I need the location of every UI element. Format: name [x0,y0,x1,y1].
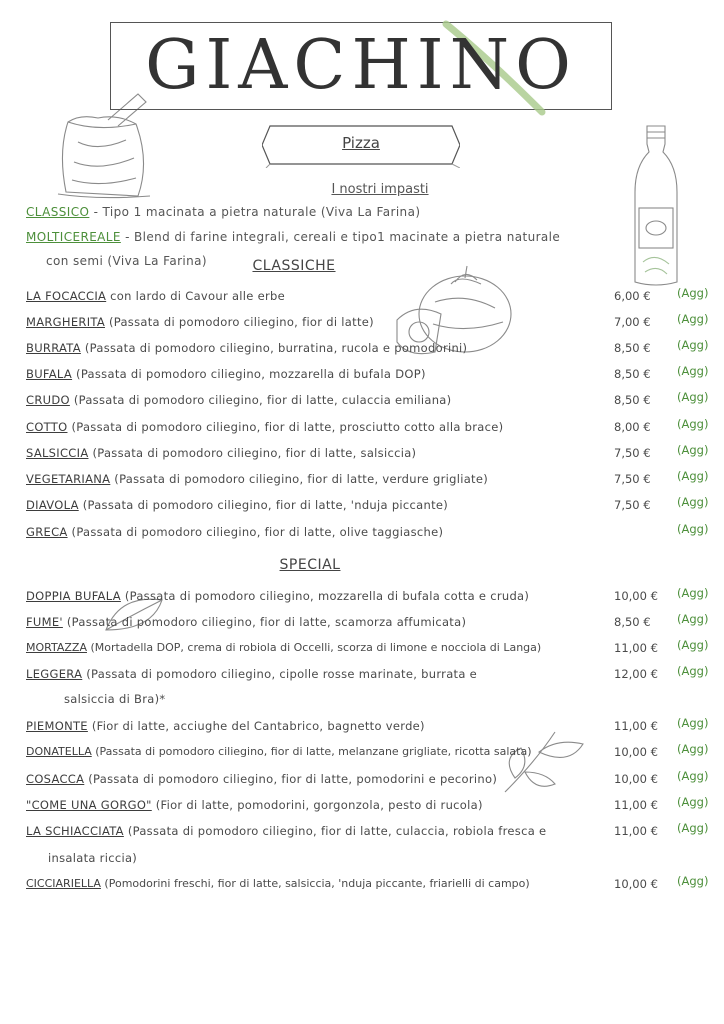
pizza-price: 11,00 € [614,641,658,655]
pizza-description: (Passata di pomodoro ciliegino, mozzarella di bufala cotta e cruda) [120,589,530,603]
pizza-description: (Fior di latte, acciughe del Cantabrico, bagnetto verde) [87,719,425,733]
pizza-price: 7,50 € [614,446,651,460]
allergen-note: (Agg) [677,586,709,600]
allergen-note: (Agg) [677,821,709,835]
pizza-name: COSACCA [26,772,85,786]
special-heading: SPECIAL [279,557,341,573]
pizza-name: DIAVOLA [26,498,79,512]
classiche-heading: CLASSICHE [252,258,336,274]
allergen-note: (Agg) [677,495,709,509]
pizza-description-continued: insalata riccia) [48,851,138,865]
pizza-description: (Passata di pomodoro ciliegino, fior di latte, culaccia emiliana) [69,393,452,407]
pizza-description: (Passata di pomodoro ciliegino, fior di latte, scamorza affumicata) [62,615,467,629]
brand-logo: GIACHINO [145,26,577,105]
pizza-description: (Fior di latte, pomodorini, gorgonzola, pesto di rucola) [151,798,483,812]
pizza-price: 7,50 € [614,498,651,512]
allergen-note: (Agg) [677,312,709,326]
pizza-description: con lardo di Cavour alle erbe [106,289,285,303]
allergen-note: (Agg) [677,795,709,809]
pizza-price: 10,00 € [614,772,658,786]
pizza-price: 11,00 € [614,719,658,733]
menu-item [26,821,716,868]
pizza-price: 10,00 € [614,877,658,891]
allergen-note: (Agg) [677,638,709,652]
pizza-name: CRUDO [26,393,70,407]
allergen-note: (Agg) [677,286,709,300]
pizza-price: 6,00 € [614,289,651,303]
section-title: Pizza [342,134,380,152]
dough-name: MOLTICEREALE [26,230,121,244]
pizza-price: 11,00 € [614,798,658,812]
allergen-note: (Agg) [677,443,709,457]
menu-item [26,586,716,611]
menu-item [26,286,716,311]
allergen-note: (Agg) [677,664,709,678]
dough-description: Tipo 1 macinata a pietra naturale (Viva La Farina) [102,205,421,219]
menu-item [26,874,716,899]
menu-item [26,716,716,741]
allergen-note: (Agg) [677,522,709,536]
pizza-description: (Passata di pomodoro ciliegino, fior di latte, pomodorini e pecorino) [84,772,498,786]
menu-item [26,664,716,711]
pizza-description: (Passata di pomodoro ciliegino, mozzarella di bufala DOP) [72,367,426,381]
allergen-note: (Agg) [677,769,709,783]
menu-item [26,469,716,494]
pizza-description: (Passata di pomodoro ciliegino, burratina, rucola e pomodorini) [80,341,468,355]
pizza-description: (Passata di pomodoro ciliegino, fior di latte, 'nduja piccante) [78,498,449,512]
pizza-description: (Mortadella DOP, crema di robiola di Occelli, scorza di limone e nocciola di Langa) [86,641,542,654]
dough-item: CLASSICO - Tipo 1 macinata a pietra naturale (Viva La Farina) [26,205,421,219]
pizza-name: MARGHERITA [26,315,105,329]
dough-name: CLASSICO [26,205,90,219]
pizza-price: 10,00 € [614,745,658,759]
dough-description: Blend di farine integrali, cereali e tipo1 macinate a pietra naturale [134,230,561,244]
menu-item [26,522,716,547]
pizza-name: FUME' [26,615,63,629]
pizza-name: LA FOCACCIA [26,289,107,303]
pizza-name: BUFALA [26,367,73,381]
pizza-name: LEGGERA [26,667,83,681]
menu-item [26,769,716,794]
pizza-name: SALSICCIA [26,446,89,460]
menu-item [26,443,716,468]
allergen-note: (Agg) [677,874,709,888]
menu-item [26,390,716,415]
pizza-price: 8,50 € [614,615,651,629]
allergen-note: (Agg) [677,469,709,483]
pizza-price: 8,50 € [614,393,651,407]
pizza-description: (Pomodorini freschi, fior di latte, salsiccia, 'nduja piccante, friarielli di campo) [100,877,530,890]
allergen-note: (Agg) [677,716,709,730]
pizza-description: (Passata di pomodoro ciliegino, cipolle rosse marinate, burrata e [82,667,478,681]
pizza-name: "COME UNA GORGO" [26,798,152,812]
pizza-price: 8,50 € [614,367,651,381]
menu-item [26,495,716,520]
olive-oil-bottle-illustration [625,122,687,290]
pizza-name: CICCIARIELLA [26,877,101,890]
menu-item [26,742,716,767]
menu-item [26,312,716,337]
pizza-description: (Passata di pomodoro ciliegino, fior di latte, olive taggiasche) [67,525,444,539]
menu-item [26,612,716,637]
dough-description-continued: con semi (Viva La Farina) [46,254,207,268]
allergen-note: (Agg) [677,742,709,756]
pizza-description: (Passata di pomodoro ciliegino, fior di latte, melanzane grigliate, ricotta salata) [91,745,532,758]
pizza-description: (Passata di pomodoro ciliegino, fior di latte, prosciutto cotto alla brace) [67,420,504,434]
menu-item [26,638,716,663]
pizza-price: 10,00 € [614,589,658,603]
pizza-price: 7,00 € [614,315,651,329]
allergen-note: (Agg) [677,417,709,431]
pizza-price: 8,50 € [614,341,651,355]
pizza-description: (Passata di pomodoro ciliegino, fior di latte) [105,315,374,329]
allergen-note: (Agg) [677,612,709,626]
pizza-price: 11,00 € [614,824,658,838]
pizza-name: DONATELLA [26,745,92,758]
pizza-name: PIEMONTE [26,719,88,733]
pizza-price: 12,00 € [614,667,658,681]
pizza-description: (Passata di pomodoro ciliegino, fior di latte, salsiccia) [88,446,417,460]
allergen-note: (Agg) [677,390,709,404]
pizza-price: 7,50 € [614,472,651,486]
menu-item [26,417,716,442]
pizza-name: GRECA [26,525,68,539]
allergen-note: (Agg) [677,338,709,352]
dough-item: MOLTICEREALE - Blend di farine integrali, cereali e tipo1 macinate a pietra naturale [26,230,561,244]
pizza-description-continued: salsiccia di Bra)* [64,692,166,706]
pizza-name: MORTAZZA [26,641,87,654]
pizza-name: COTTO [26,420,68,434]
pizza-name: LA SCHIACCIATA [26,824,124,838]
pizza-price: 8,00 € [614,420,651,434]
menu-item [26,364,716,389]
pizza-name: VEGETARIANA [26,472,111,486]
pizza-name: DOPPIA BUFALA [26,589,121,603]
pizza-name: BURRATA [26,341,81,355]
pizza-description: (Passata di pomodoro ciliegino, fior di latte, verdure grigliate) [110,472,489,486]
menu-item [26,795,716,820]
menu-item [26,338,716,363]
allergen-note: (Agg) [677,364,709,378]
doughs-heading: I nostri impasti [331,182,429,197]
pizza-description: (Passata di pomodoro ciliegino, fior di latte, culaccia, robiola fresca e [123,824,547,838]
